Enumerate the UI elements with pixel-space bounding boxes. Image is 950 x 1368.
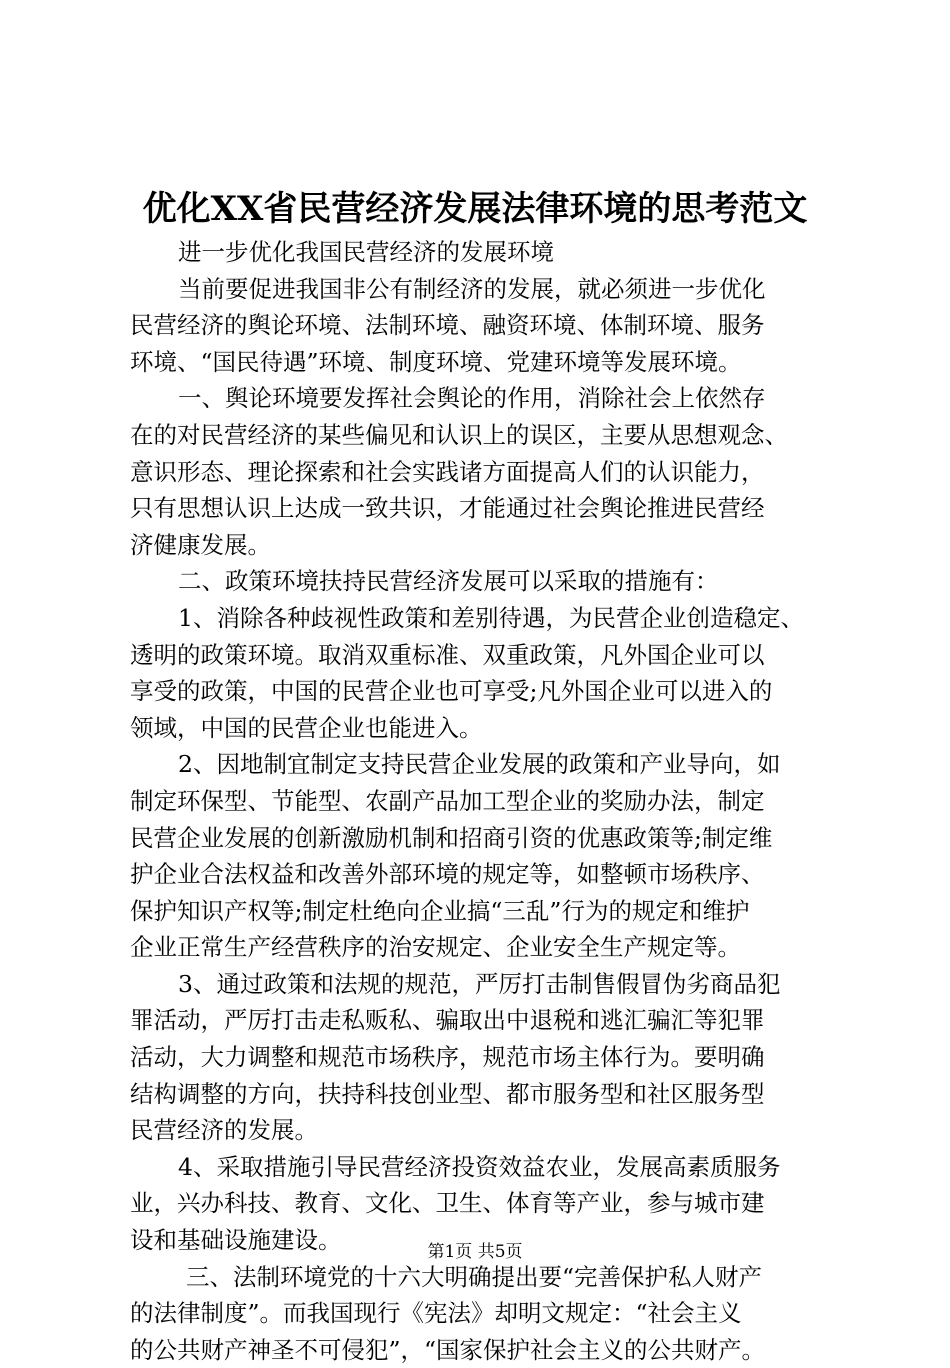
paragraph-line: 领域，中国的民营企业也能进入。 (130, 713, 483, 742)
paragraph-line: 二、政策环境扶持民营经济发展可以采取的措施有： (178, 567, 719, 596)
paragraph-line: 3、通过政策和法规的规范，严厉打击制售假冒伪劣商品犯 (178, 969, 781, 998)
paragraph-line: 活动，大力调整和规范市场秩序，规范市场主体行为。要明确 (130, 1043, 765, 1072)
paragraph-line: 一、舆论环境要发挥社会舆论的作用，消除社会上依然存 (178, 384, 766, 413)
page-number: 第1页 共5页 (427, 1242, 523, 1262)
paragraph-line: 制定环保型、节能型、农副产品加工型企业的奖励办法，制定 (130, 786, 765, 815)
paragraph-line: 意识形态、理论探索和社会实践诸方面提高人们的认识能力， (130, 457, 765, 486)
paragraph-line: 当前要促进我国非公有制经济的发展，就必须进一步优化 (178, 274, 766, 303)
paragraph-line: 济健康发展。 (130, 530, 271, 559)
paragraph-line: 业，兴办科技、教育、文化、卫生、体育等产业，参与城市建 (130, 1189, 765, 1218)
paragraph-line: 企业正常生产经营秩序的治安规定、企业安全生产规定等。 (130, 933, 741, 962)
paragraph-line: 民营经济的舆论环境、法制环境、融资环境、体制环境、服务 (130, 311, 765, 340)
paragraph-line: 三、法制环境党的十六大明确提出要“完善保护私人财产 (186, 1262, 763, 1291)
paragraph-line: 在的对民营经济的某些偏见和认识上的误区，主要从思想观念、 (130, 420, 788, 449)
paragraph-line: 2、因地制宜制定支持民营企业发展的政策和产业导向，如 (178, 750, 781, 779)
paragraph-line: 环境、“国民待遇”环境、制度环境、党建环境等发展环境。 (130, 347, 742, 376)
paragraph-line: 罪活动，严厉打击走私贩私、骗取出中退税和逃汇骗汇等犯罪 (130, 1006, 765, 1035)
paragraph-line: 民营经济的发展。 (130, 1116, 318, 1145)
paragraph-line: 民营企业发展的创新激励机制和招商引资的优惠政策等;制定维 (130, 823, 773, 852)
paragraph-line: 4、采取措施引导民营经济投资效益农业，发展高素质服务 (178, 1152, 781, 1181)
paragraph-line: 只有思想认识上达成一致共识，才能通过社会舆论推进民营经 (130, 494, 765, 523)
paragraph-line: 结构调整的方向，扶持科技创业型、都市服务型和社区服务型 (130, 1079, 765, 1108)
paragraph-line: 透明的政策环境。取消双重标准、双重政策，凡外国企业可以 (130, 640, 765, 669)
paragraph-line: 护企业合法权益和改善外部环境的规定等，如整顿市场秩序、 (130, 860, 765, 889)
paragraph-line: 享受的政策，中国的民营企业也可享受;凡外国企业可以进入的 (130, 677, 773, 706)
document-title: 优化XX省民营经济发展法律环境的思考范文 (142, 189, 808, 229)
paragraph-line: 1、消除各种歧视性政策和差别待遇，为民营企业创造稳定、 (178, 603, 804, 632)
paragraph-line: 设和基础设施建设。 (130, 1226, 342, 1255)
paragraph-line: 的公共财产神圣不可侵犯”，“国家保护社会主义的公共财产。 (130, 1335, 766, 1364)
paragraph-line: 的法律制度”。而我国现行《宪法》却明文规定：“社会主义 (130, 1299, 742, 1328)
paragraph-line: 进一步优化我国民营经济的发展环境 (178, 238, 554, 266)
paragraph-line: 保护知识产权等;制定杜绝向企业搞“三乱”行为的规定和维护 (130, 896, 750, 925)
document-body (130, 234, 830, 1368)
